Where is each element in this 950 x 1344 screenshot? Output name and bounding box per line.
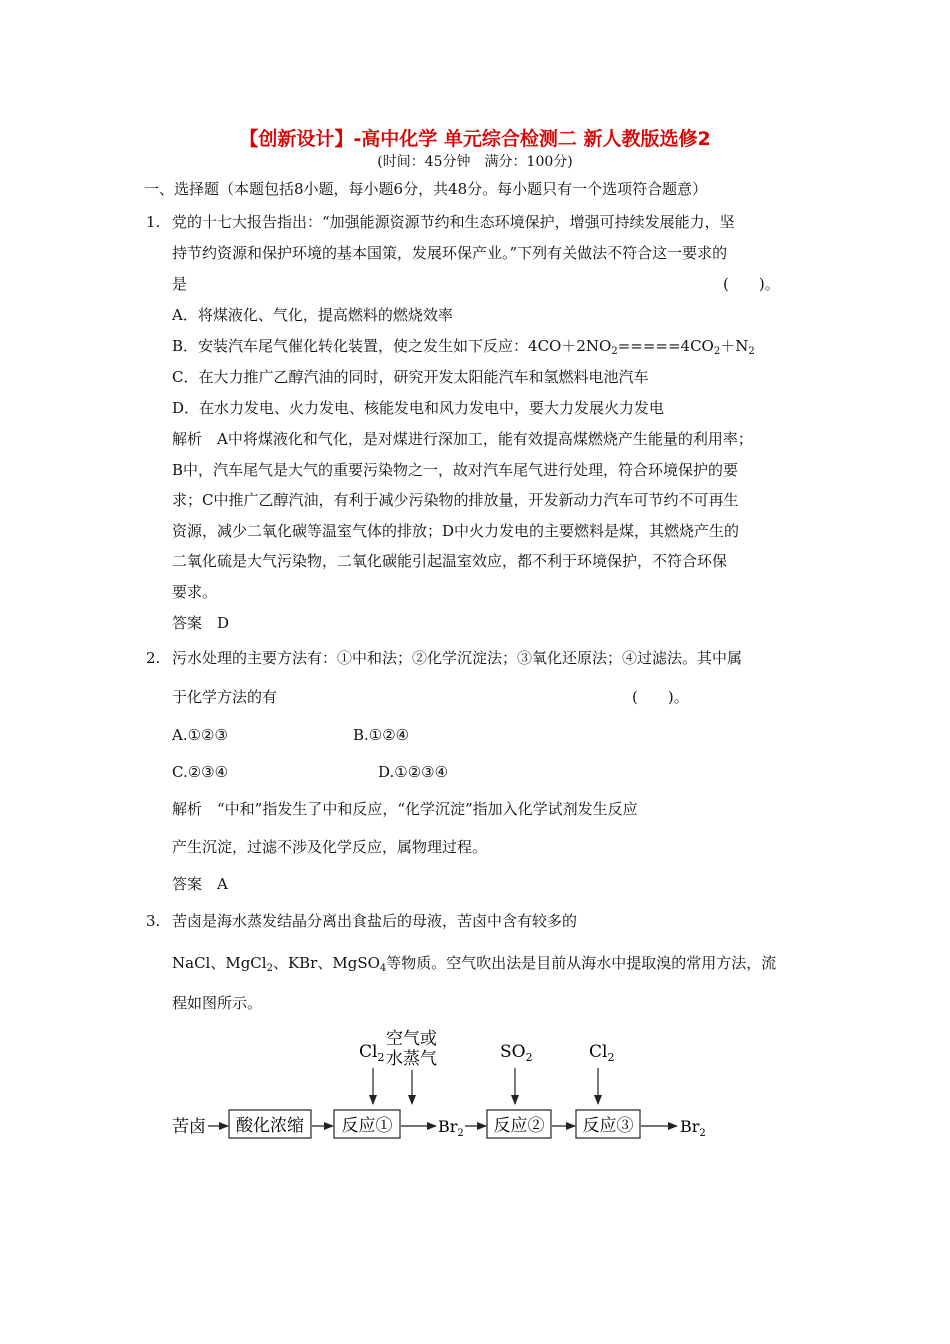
section-heading: 一、选择题（本题包括8小题，每小题6分，共48分。每小题只有一个选项符合题意） <box>144 180 708 198</box>
q2-number: 2. <box>146 649 161 667</box>
q1-analysis-line: 二氧化硫是大气污染物，二氧化碳能引起温室效应，都不利于环境保护，不符合环保 <box>172 552 728 570</box>
q1-stem-line: 党的十七大报告指出：“加强能源资源节约和生态环境保护，增强可持续发展能力，坚 <box>172 213 735 231</box>
q2-answer: 答案 A <box>172 875 228 893</box>
q2-option-c: C.②③④ <box>172 763 229 781</box>
chlorine-input-label: $Cl_2$ <box>359 1042 385 1064</box>
document-title: 【创新设计】-高中化学 单元综合检测二 新人教版选修2 <box>239 128 711 150</box>
q2-stem-line: 污水处理的主要方法有：①中和法；②化学沉淀法；③氧化还原法；④过滤法。其中属 <box>172 649 743 667</box>
flow-step-label: 反应③ <box>582 1116 634 1136</box>
q2-analysis-line: 产生沉淀，过滤不涉及化学反应，属物理过程。 <box>172 838 488 856</box>
sulfur-dioxide-input-label: $SO_2$ <box>500 1042 533 1064</box>
exam-info: (时间：45分钟 满分：100分) <box>377 154 573 170</box>
q1-analysis-line: B中，汽车尾气是大气的重要污染物之一，故对汽车尾气进行处理，符合环境保护的要 <box>172 461 739 479</box>
q2-option-a: A.①②③ <box>172 726 228 744</box>
q3-stem-line: NaCl、MgCl$_2$、KBr、MgSO$_4$等物质。空气吹出法是目前从海水中提取溴的常用方法，流 <box>172 954 777 974</box>
q1-stem-line: 是 <box>172 275 188 293</box>
air-or-steam-label: 空气或 <box>386 1029 437 1049</box>
flow-step-label: 反应② <box>493 1116 545 1136</box>
flow-end-bromine: $Br_2$ <box>680 1117 706 1139</box>
q1-number: 1. <box>146 213 161 231</box>
q1-option-a: A．将煤液化、气化，提高燃料的燃烧效率 <box>172 306 453 324</box>
q1-analysis-line: 解析 A中将煤液化和气化，是对煤进行深加工，能有效提高煤燃烧产生能量的利用率； <box>172 430 753 448</box>
q3-stem-line: 程如图所示。 <box>172 994 263 1012</box>
q2-option-d: D.①②③④ <box>378 763 449 781</box>
q1-analysis-line: 要求。 <box>172 583 218 601</box>
q1-stem-line: 持节约资源和保护环境的基本国策，发展环保产业。”下列有关做法不符合这一要求的 <box>172 244 728 262</box>
q2-option-b: B.①②④ <box>353 726 410 744</box>
chlorine-input-label: $Cl_2$ <box>589 1042 615 1064</box>
q3-stem-line: 苦卤是海水蒸发结晶分离出食盐后的母液，苦卤中含有较多的 <box>172 912 578 930</box>
q1-option-b: B．安装汽车尾气催化转化装置，使之发生如下反应：$4CO+2NO_2=====4CO_2+N_2$ <box>172 337 755 357</box>
q1-analysis-line: 资源，减少二氧化碳等温室气体的排放；D中火力发电的主要燃料是煤，其燃烧产生的 <box>172 522 740 540</box>
flow-intermediate-bromine: $Br_2$ <box>438 1117 464 1139</box>
q1-answer: 答案 D <box>172 614 230 632</box>
q2-answer-blank: ( )。 <box>632 688 689 706</box>
flow-step-label: 反应① <box>341 1116 393 1136</box>
q2-analysis-line: 解析 “中和”指发生了中和反应，“化学沉淀”指加入化学试剂发生反应 <box>172 800 638 818</box>
q1-option-d: D．在水力发电、火力发电、核能发电和风力发电中，要大力发展火力发电 <box>172 399 665 417</box>
q1-analysis-line: 求；C中推广乙醇汽油，有利于减少污染物的排放量，开发新动力汽车可节约不可再生 <box>172 491 739 509</box>
flow-step-label: 酸化浓缩 <box>236 1116 304 1136</box>
q2-stem-line: 于化学方法的有 <box>172 688 278 706</box>
air-or-steam-label: 水蒸气 <box>386 1049 437 1069</box>
flow-start-brine: 苦卤 <box>172 1117 206 1137</box>
q1-answer-blank: ( )。 <box>723 275 780 293</box>
q3-number: 3. <box>146 912 161 930</box>
q1-option-c: C．在大力推广乙醇汽油的同时，研究开发太阳能汽车和氢燃料电池汽车 <box>172 368 649 386</box>
